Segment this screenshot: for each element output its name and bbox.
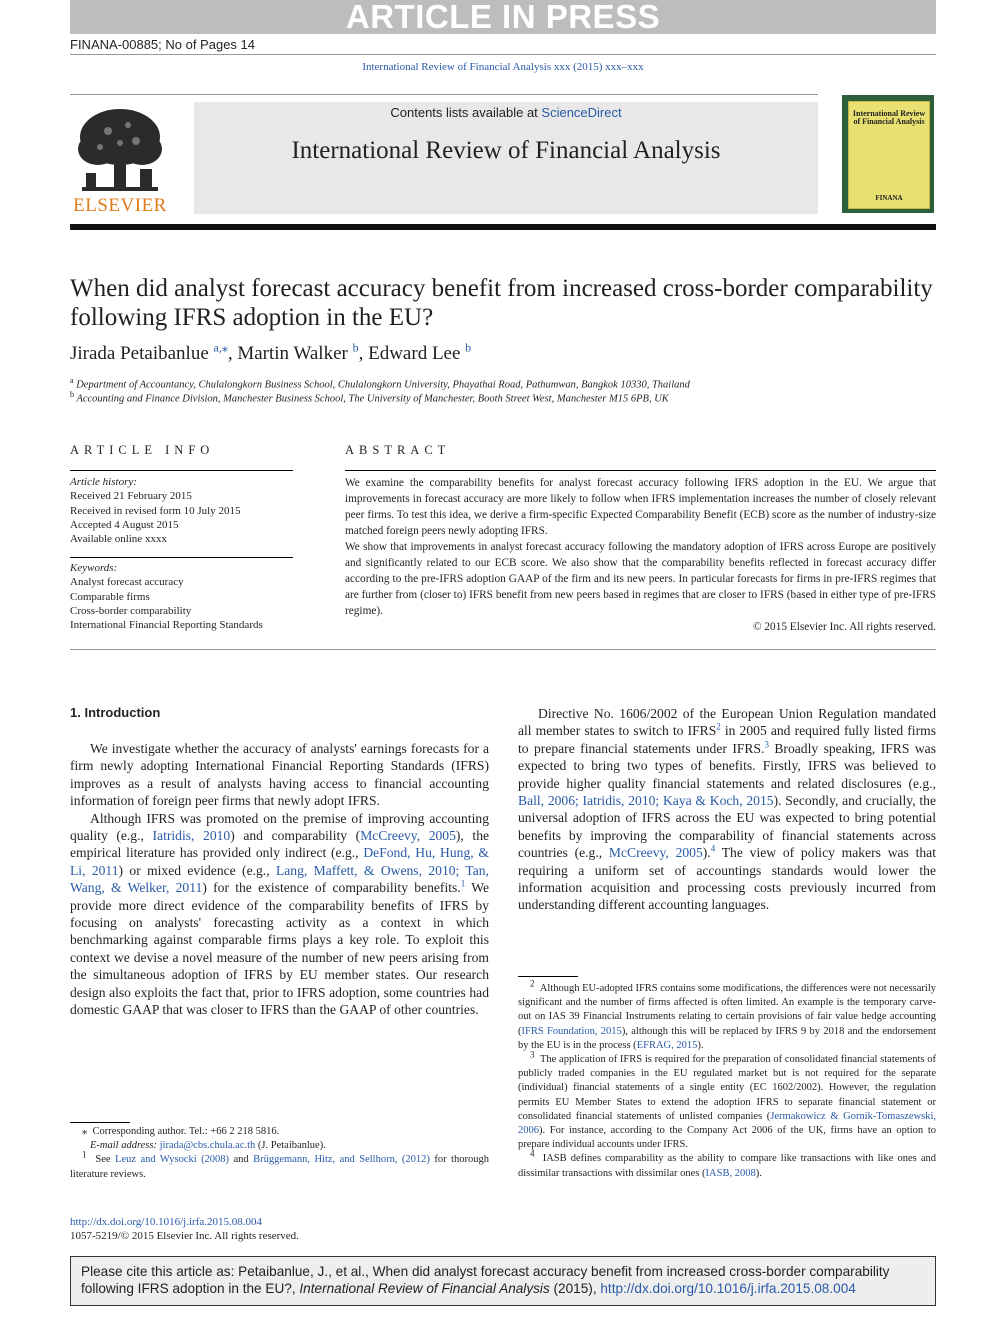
footnote (518, 1049, 937, 1152)
citation-doi-link[interactable]: http://dx.doi.org/10.1016/j.irfa.2015.08.004 (600, 1281, 856, 1296)
author-affiliation-mark[interactable]: b (465, 340, 472, 355)
divider (70, 649, 936, 650)
header-rule (70, 224, 936, 230)
divider (70, 54, 936, 55)
keyword: Comparable firms (70, 590, 150, 603)
elsevier-logo (70, 103, 170, 215)
citation-link[interactable]: Jermakowicz & Gornik-Tomaszewski, 2006 (518, 1110, 937, 1137)
contents-line (194, 105, 818, 120)
text-run: ). Secondly, and crucially, the universal adoption of IFRS across the EU was expected to bring potential benefits by improving the comparability of financial statements across countries (e.g., (518, 793, 936, 861)
contents-prefix: Contents lists available at (390, 105, 542, 120)
author-name[interactable]: Martin Walker (237, 343, 348, 364)
affiliation (70, 390, 669, 405)
keyword: Analyst forecast accuracy (70, 576, 184, 589)
affiliation-mark: b (70, 390, 74, 399)
author-separator: , (227, 343, 238, 364)
history-item: Accepted 4 August 2015 (70, 518, 179, 531)
citation-link[interactable]: Iatridis, 2010 (152, 828, 231, 844)
citation-run: (2015), (549, 1281, 601, 1296)
footnote-text: ), although this will be replaced by IFRS 9 by 2018 and the endorsement by the EU is in the process ( (518, 1025, 937, 1051)
body-paragraph: We investigate whether the accuracy of analysts' earnings forecasts for a firm newly adopting International Financial Reporting Standards (IFRS) improves as a result of analysts having access to financial accounting information of foreign peer firms that newly adopt IFRS. (70, 741, 489, 809)
text-run: ). (702, 845, 711, 861)
citation-link[interactable]: IASB, 2008 (705, 1167, 756, 1179)
keyword: Cross-border comparability (70, 604, 192, 617)
section-heading: 1. Introduction (70, 705, 161, 720)
text-run: ) for the existence of comparability benefits. (202, 880, 461, 896)
author-name[interactable]: Jirada Petaibanlue (70, 343, 209, 364)
abstract-heading: ABSTRACT (345, 443, 451, 457)
citation-box (70, 1256, 936, 1306)
divider (70, 94, 818, 95)
citation-link[interactable]: Leuz and Wysocki (2008) (115, 1154, 230, 1166)
footnote-mark: 4 (530, 1148, 535, 1159)
footnote-text: ). (755, 1167, 762, 1179)
citation-link[interactable]: DeFond, Hu, Hung, & Li, 2011 (70, 845, 489, 878)
author-name[interactable]: Edward Lee (368, 343, 461, 364)
abstract-paragraph: We examine the comparability benefits for analyst forecast accuracy following IFRS adoption in the EU. We argue that improvements in forecast accuracy are more likely to follow when IFRS implementation increases the number of closely relevant peer firms. To test this idea, we derive a firm-specific Expected Comparability Benefit (ECB) score as the number of industry-size matched foreign peers newly adopting IFRS. (345, 477, 936, 537)
affiliation-text: Department of Accountancy, Chulalongkorn Business School, Chulalongkorn University, Phayathai Road, Pathumwan, Bangkok 10330, Thailand (76, 379, 690, 391)
footnote-link[interactable]: 1 (460, 878, 466, 889)
keywords (70, 561, 263, 632)
footnote-text: The application of IFRS is required for the preparation of consolidated financial statements of publicly traded companies in the EU regulated market but is not required for the separate (individual) financial statements of a single entity (EC 1602/2002). However, the regulation permits EU Member States to extend the adoption IFRS to separate financial statement or consolidated financial statements of unlisted companies ( (518, 1054, 936, 1122)
elsevier-wordmark: ELSEVIER (73, 195, 167, 216)
divider (70, 557, 293, 558)
cover-title: International Review of Financial Analysis (852, 109, 926, 126)
cover-mark: FINANA (875, 194, 903, 202)
body-column-left (70, 740, 489, 1019)
author-separator: , (358, 343, 369, 364)
footnote-text: ). For instance, according to the Company Act 2006 of the UK, firms have an option to prepare individual accounts under IFRS. (518, 1125, 936, 1151)
footnote-text: and (229, 1154, 254, 1166)
copyright-notice: © 2015 Elsevier Inc. All rights reserved. (752, 621, 936, 633)
email-label: E-mail address: (90, 1140, 160, 1152)
body-paragraph (518, 705, 936, 914)
history-item: Received 21 February 2015 (70, 490, 192, 503)
doi-block (70, 1215, 299, 1243)
keyword: International Financial Reporting Standards (70, 619, 263, 632)
citation-run: Please cite this article as: Petaibanlue, J., et al., When did analyst forecast accuracy benefit from increased cross-border comparability following IFRS adoption in the EU?, (81, 1264, 890, 1296)
author-affiliation-mark[interactable]: b (352, 340, 359, 355)
sciencedirect-link[interactable]: ScienceDirect (541, 105, 622, 120)
body-column-right (518, 705, 936, 914)
footnote-text: Although EU-adopted IFRS contains some modifications, the differences were not necessarily significant and the number of firms affected is often limited. An example is the temporary carve-out on IAS 39 Financial Instruments relating to certain provisions of fair value hedge accounting ( (518, 983, 936, 1037)
footnote-rule (70, 1122, 130, 1123)
divider (345, 470, 936, 471)
doi-link[interactable]: http://dx.doi.org/10.1016/j.irfa.2015.08.004 (70, 1216, 262, 1228)
footnote-text: ). (697, 1039, 704, 1051)
article-history (70, 475, 240, 546)
author-list (70, 340, 472, 365)
issn-line: 1057-5219/© 2015 Elsevier Inc. All rights reserved. (70, 1230, 299, 1242)
history-item: Available online xxxx (70, 533, 167, 546)
text-run: ) and comparability ( (230, 828, 361, 844)
footnote-mark: ⁎ (82, 1126, 88, 1137)
footnote (70, 1149, 489, 1181)
citation-link[interactable]: McCreevy, 2005 (360, 828, 456, 844)
journal-cover-image[interactable] (842, 95, 934, 213)
footnote-text: (J. Petaibanlue). (255, 1140, 326, 1152)
journal-reference-text[interactable]: International Review of Financial Analysis xxx (2015) xxx–xxx (362, 61, 644, 73)
affiliation-mark: a (70, 376, 74, 385)
footnote-mark: 1 (82, 1149, 87, 1160)
text-run: We provide more direct evidence of the comparability benefits of IFRS by focusing on analysts' forecasting activity as a context in which benchmarking against comparable firms plays a key role. To exploit this context we devise a novel measure of the number of new peers arising from the simultaneous adoption of IFRS by EU member states. Our research design also exploits the fact that, prior to IFRS adoption, some countries had domestic GAAP that was closer to IFRS than the GAAP of other countries. (70, 880, 489, 1018)
journal-title: International Review of Financial Analysis (291, 137, 721, 164)
footnote (518, 1148, 936, 1180)
footnote-text: for thorough literature reviews. (70, 1154, 489, 1180)
cover-panel (848, 101, 930, 209)
footnote-mark: 3 (530, 1049, 535, 1060)
footnote-rule (518, 976, 578, 977)
article-info-heading: ARTICLE INFO (70, 443, 215, 457)
manuscript-id: FINANA-00885; No of Pages 14 (70, 37, 255, 52)
article-title: When did analyst forecast accuracy benefit from increased cross-border comparability following IFRS adoption in the EU? (70, 275, 933, 331)
keywords-label: Keywords: (70, 562, 118, 574)
history-item: Received in revised form 10 July 2015 (70, 504, 241, 517)
article-in-press-banner: ARTICLE IN PRESS (70, 0, 936, 34)
affiliation-text: Accounting and Finance Division, Manchester Business School, The University of Manchester, Booth Street West, Manchester M15 6PB, UK (76, 393, 669, 405)
history-label: Article history: (70, 476, 137, 488)
citation-text (81, 1263, 927, 1297)
text-run: ), the empirical literature has provided only indirect (e.g., (70, 828, 490, 861)
body-paragraph (70, 810, 489, 1019)
abstract-body (345, 475, 936, 635)
citation-link[interactable]: Brüggemann, Hitz, and Sellhorn, (2012) (253, 1154, 430, 1166)
text-run: ) or mixed evidence (e.g., (118, 862, 276, 878)
citation-link[interactable]: IFRS Foundation, 2015 (521, 1025, 622, 1037)
citation-link[interactable]: EFRAG, 2015 (636, 1039, 698, 1051)
footnotes-left (70, 1125, 489, 1182)
footnote (70, 1139, 489, 1153)
author-affiliation-mark[interactable]: a,⁎ (213, 340, 228, 355)
divider (70, 470, 293, 471)
footnote-link[interactable]: 2 (716, 721, 721, 732)
email-link[interactable]: jirada@cbs.chula.ac.th (159, 1140, 256, 1152)
citation-link[interactable]: Lang, Maffett, & Owens, 2010; Tan, Wang, & Welker, 2011 (70, 862, 489, 896)
footnotes-right (518, 978, 937, 1181)
footnote-text: Corresponding author. Tel.: +66 2 218 5816. (92, 1126, 280, 1137)
affiliation (70, 376, 690, 391)
footnote (70, 1125, 489, 1139)
text-run: Directive No. 1606/2002 of the European Union Regulation mandated all member states to switch to IFRS (518, 706, 936, 739)
footnote-mark: 2 (530, 978, 535, 989)
footnote-text: IASB defines comparability as the ability to compare like transactions with like ones and dissimilar transactions with dissimilar ones ( (518, 1153, 936, 1179)
citation-link[interactable]: McCreevy, 2005 (608, 845, 703, 861)
abstract-paragraph: We show that improvements in analyst forecast accuracy following the mandatory adoption of IFRS across Europe are positively and significantly related to our ECB score. We also show that the comparability benefits reflected in forecast accuracy differ according to the pre-IFRS adoption GAAP of the firm and its new peers. In particular forecasts for firms in pre-IFRS regimes that are further from (closer to) IFRS benefit from new peers based in regimes that are closer to IFRS (based in either type of pre-IFRS regime). (345, 541, 936, 617)
citation-link[interactable]: Ball, 2006; Iatridis, 2010; Kaya & Koch, 2015 (518, 793, 774, 809)
footnote (518, 978, 937, 1053)
text-run: The view of policy makers was that requiring a uniform set of accountings standards would lower the information acquisition and processing costs previously incurred from understanding different accounting languages. (518, 845, 936, 913)
journal-reference-link[interactable] (70, 61, 936, 73)
text-run: in 2005 and required fully listed firms to prepare financial statements under IFRS. (518, 723, 936, 756)
footnote-link[interactable]: 4 (710, 843, 716, 854)
footnote-link[interactable]: 3 (764, 739, 769, 750)
citation-journal: International Review of Financial Analysis (299, 1281, 550, 1296)
text-run: Broadly speaking, IFRS was expected to bring two types of benefits. Firstly, IFRS was believed to provide higher quality financial statements and related disclosures (e.g., (518, 740, 936, 791)
footnote-text: See (95, 1154, 116, 1166)
text-run: Although IFRS was promoted on the premise of improving accounting quality (e.g., (70, 810, 489, 844)
